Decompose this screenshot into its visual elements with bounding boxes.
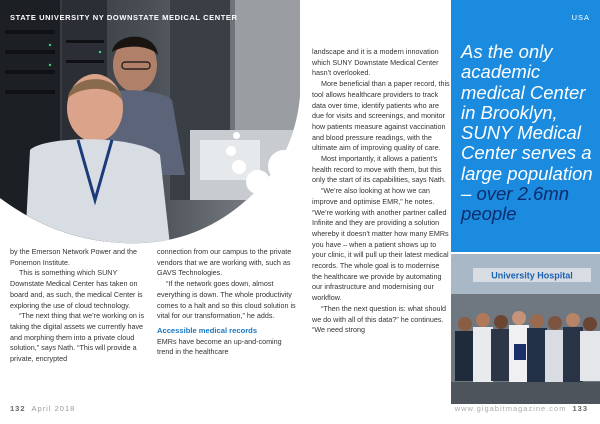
issue-date: April 2018 xyxy=(31,404,76,413)
paragraph: “If the network goes down, almost everything is down. The whole productivity comes to a halt and so this cloud solution is vital for our transformation,” he adds. xyxy=(157,279,296,321)
decorative-bubble xyxy=(226,146,236,156)
decorative-bubble xyxy=(268,150,300,182)
folio-right xyxy=(455,404,588,413)
column-b xyxy=(157,247,297,358)
decorative-bubble xyxy=(233,132,240,139)
paragraph: Most importantly, it allows a patient’s health record to move with them, but this only the start of its capabilities, says Nath. xyxy=(312,154,446,185)
decorative-bubble xyxy=(246,170,270,194)
page-number-left: 132 xyxy=(10,404,26,413)
pullquote-highlight: over 2.6mn people xyxy=(461,183,569,225)
paragraph: This is something which SUNY Downstate Medical Center has taken on board and, as such, the medical Center is exploring the use of cloud technology. xyxy=(10,268,143,310)
decorative-bubble xyxy=(232,160,246,174)
paragraph: “The next thing that we’re working on is taking the digital assets we currently have and morphing them into a private cloud solution,” says Nath. “This will provide a private, encrypted xyxy=(10,311,145,364)
university-hospital-sign: University Hospital xyxy=(491,270,573,281)
pullquote xyxy=(461,42,596,225)
pullquote-panel xyxy=(451,0,600,252)
paragraph: by the Emerson Network Power and the Ponemon Institute. xyxy=(10,247,138,267)
paragraph: landscape and it is a modern innovation which SUNY Downstate Medical Center hasn’t overlooked. xyxy=(312,47,439,78)
paragraph: EMRs have become an up-and-coming trend in the healthcare xyxy=(157,336,282,357)
pullquote-text: As the only academic medical Center in Brooklyn, SUNY Medical Center serves a large population – xyxy=(461,41,593,205)
server-room-photo xyxy=(0,0,300,245)
column-c xyxy=(312,47,450,336)
page-number-right: 133 xyxy=(572,404,588,413)
website-url: www.gigabitmagazine.com xyxy=(454,404,567,413)
section-label-usa: USA xyxy=(571,13,590,22)
paragraph: More beneficial than a paper record, this tool allows healthcare providers to track data over time, identify patients who are due for visits and screenings, and monitor how patients measure against vaccination and blood pressure readings, with the ultimate aim of improving quality of care. xyxy=(312,79,450,153)
folio-left xyxy=(10,404,75,413)
column-a xyxy=(10,247,150,365)
subheading-accessible-records: Accessible medical records xyxy=(157,325,258,335)
paragraph: connection from our campus to the private vendors that we are working with, such as GAVS Technologies. xyxy=(157,247,292,278)
header-left: STATE UNIVERSITY NY DOWNSTATE MEDICAL CENTER xyxy=(10,13,238,22)
staff-group-photo xyxy=(451,254,600,404)
paragraph: “Then the next question is: what should we do with all of this data?” he continues. “We need strong xyxy=(312,303,447,335)
paragraph: “We’re also looking at how we can improve and optimise EMR,” he notes. “We’re working with another partner called Infinite and they are providing a solution whereby it doesn’t matter how many EMRs you have – when a patient shows up to your clinic, it will pull up their latest medical records. The whole goal is to modernise the healthcare we provide by automating our infrastructure and modernising our workflow. xyxy=(312,186,449,303)
